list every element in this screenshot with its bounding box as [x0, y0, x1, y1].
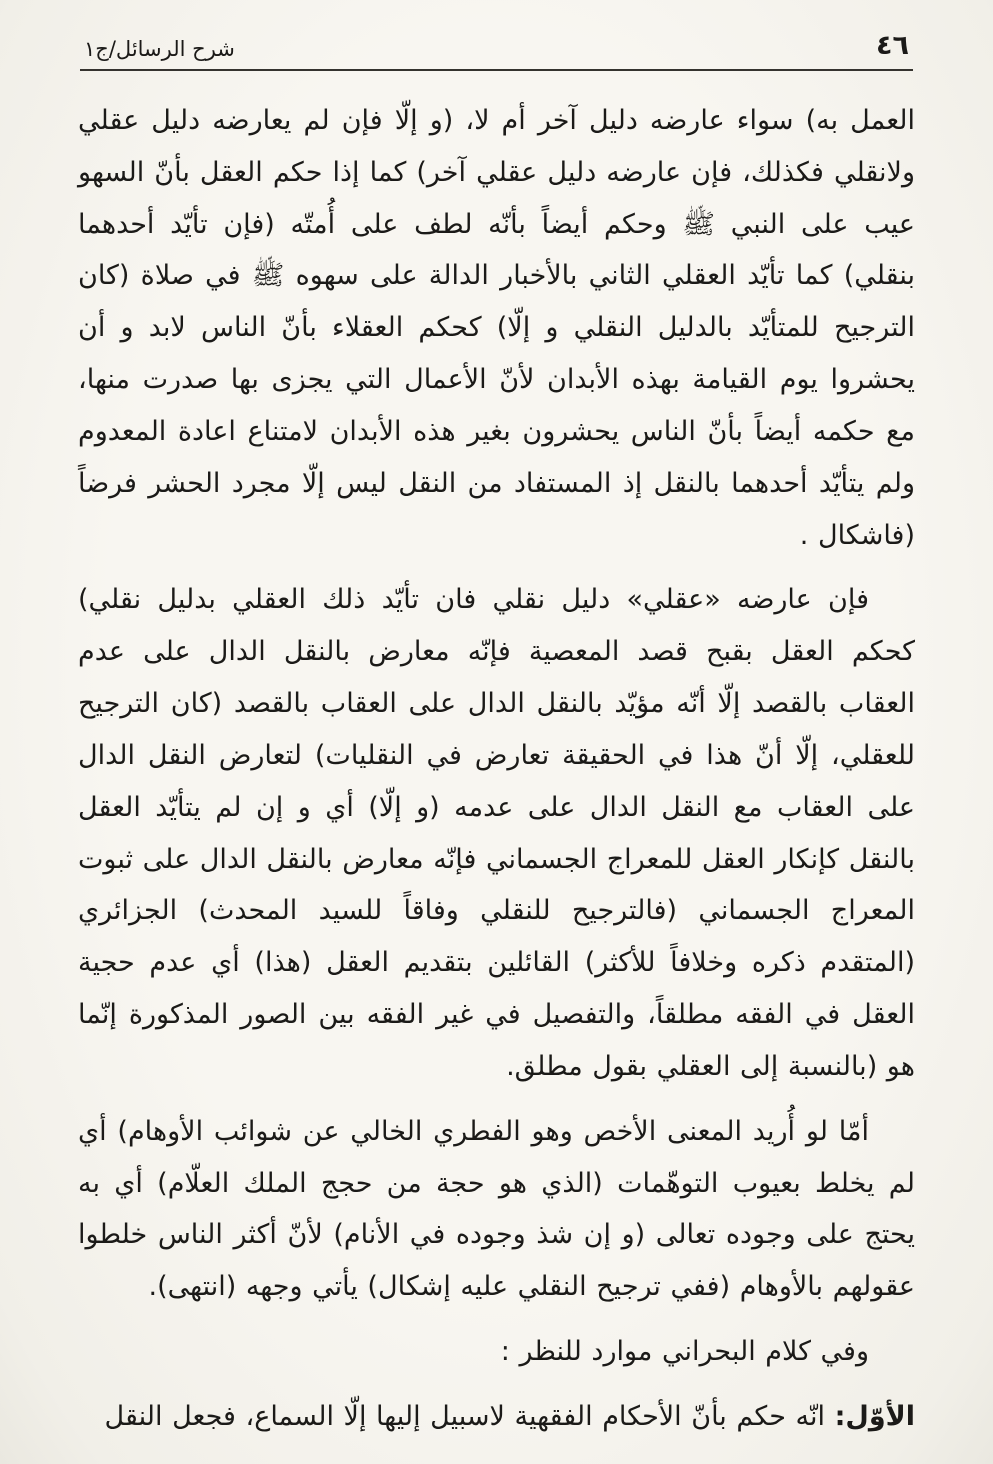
- paragraph: أمّا لو أُريد المعنى الأخص وهو الفطري الخالي عن شوائب الأوهام) أي لم يخلط بعيوب التوهّمات (الذي هو حجة من حجج الملك العلّام) أي به يحتج على وجوده تعالى (و إن شذ وجوده في الأنام) لأنّ أكثر الناس خلطوا عقولهم بالأوهام (ففي ترجيح النقلي عليه إشكال) يأتي وجهه (انتهى).: [78, 1115, 915, 1303]
- body-text: [78, 95, 915, 1443]
- page-header: [78, 30, 915, 69]
- paragraph: وفي كلام البحراني موارد للنظر :: [500, 1336, 869, 1368]
- paragraph-lead: الأوّل:: [834, 1400, 915, 1432]
- running-head-title: شرح الرسائل/ج١: [84, 37, 235, 61]
- paragraph-text: انّه حكم بأنّ الأحكام الفقهية لاسبيل إليها إلّا السماع، فجعل النقل: [104, 1400, 835, 1432]
- header-rule: [80, 69, 913, 71]
- paragraph: [78, 1391, 915, 1443]
- paragraph: فإن عارضه «عقلي» دليل نقلي فان تأيّد ذلك العقلي بدليل نقلي) كحكم العقل بقبح قصد المعصية فإنّه معارض بالنقل الدال على عدم العقاب بالقصد إلّا أنّه مؤيّد بالنقل الدال على العقاب بالقصد (كان الترجيح للعقلي، إلّا أنّ هذا في الحقيقة تعارض في النقليات) لتعارض النقل الدال على العقاب مع النقل الدال على عدمه (و إلّا) أي و إن لم يتأيّد العقل بالنقل كإنكار العقل للمعراج الجسماني فإنّه معارض بالنقل الدال على ثبوت المعراج الجسماني (فالترجيح للنقلي وفاقاً للسيد المحدث) الجزائري (المتقدم ذكره وخلافاً للأكثر) القائلين بتقديم العقل (هذا) أي عدم حجية العقل في الفقه مطلقاً، والتفصيل في غير الفقه بين الصور المذكورة إنّما هو (بالنسبة إلى العقلي بقول مطلق.: [78, 584, 915, 1082]
- page-number: ٤٦: [876, 30, 909, 61]
- paragraph: العمل به) سواء عارضه دليل آخر أم لا، (و إلّا فإن لم يعارضه دليل عقلي ولانقلي فكذلك، فإن عارضه دليل عقلي آخر) كما إذا حكم العقل بأنّ السهو عيب على النبي ﷺ وحكم أيضاً بأنّه لطف على أُمتّه (فإن تأيّد أحدهما بنقلي) كما تأيّد العقلي الثاني بالأخبار الدالة على سهوه ﷺ في صلاة (كان الترجيح للمتأيّد بالدليل النقلي و إلّا) كحكم العقلاء بأنّ الناس لابد و أن يحشروا يوم القيامة بهذه الأبدان لأنّ الأعمال التي يجزى بها صدرت منها، مع حكمه أيضاً بأنّ الناس يحشرون بغير هذه الأبدان لامتناع اعادة المعدوم ولم يتأيّد أحدهما بالنقل إذ المستفاد من النقل ليس إلّا مجرد الحشر فرضاً (فاشكال .: [78, 105, 915, 551]
